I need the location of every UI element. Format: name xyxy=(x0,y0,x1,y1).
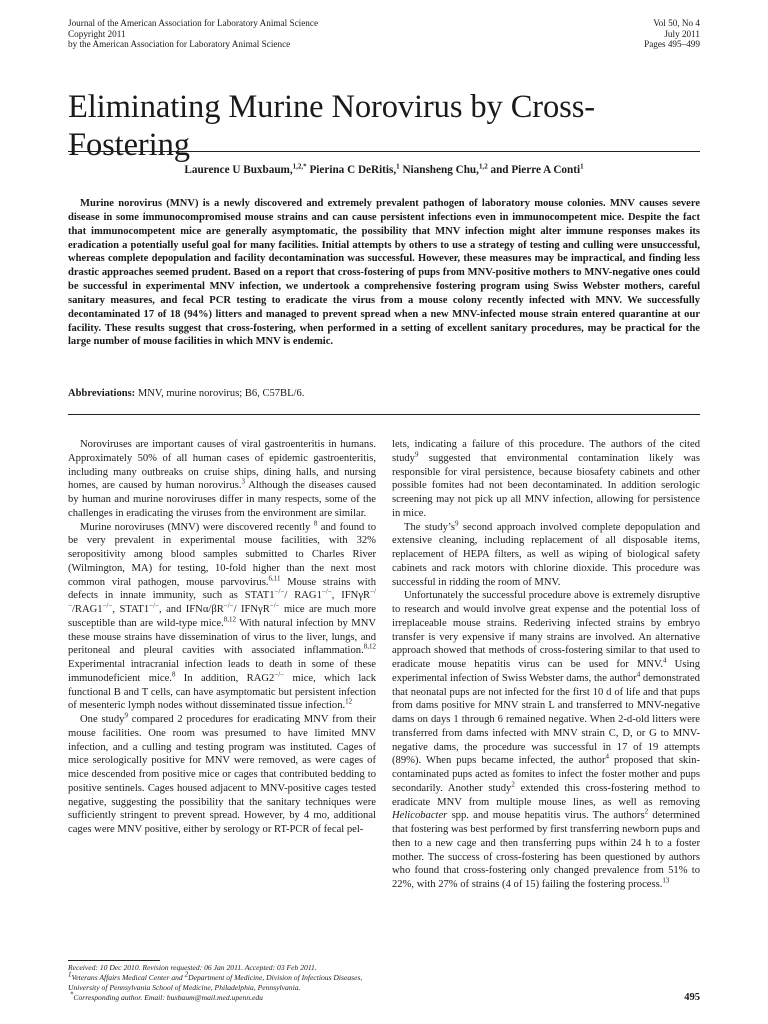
citation-mark: 2 xyxy=(511,780,515,789)
citation-mark: 12 xyxy=(345,697,353,706)
article-title: Eliminating Murine Norovirus by Cross-Fostering xyxy=(68,89,595,163)
title-rule xyxy=(68,151,700,152)
author-affiliation-mark: 1,2,* xyxy=(292,162,307,171)
text-run: proposed that skin-contaminated pups acted as fomites to infect the foster mother and pups secondarily. Another study xyxy=(392,755,701,794)
citation-mark: 6,11 xyxy=(268,573,281,582)
citation-mark: −/− xyxy=(223,601,234,610)
citation-mark: 8,12 xyxy=(223,615,236,624)
text-run: , STAT1 xyxy=(112,604,150,615)
text-run: The study’s xyxy=(404,521,455,533)
citation-mark: 9 xyxy=(414,450,419,459)
author-name: and Pierre A Conti xyxy=(490,164,581,176)
received-dates: Received: 10 Dec 2010. Revision requested: 06 Jan 2011. Accepted: 03 Feb 2011. xyxy=(68,963,317,972)
page-range: Pages 495–499 xyxy=(644,39,700,50)
text-run: second approach involved complete depopulation and extensive cleaning, including replacement of all disposable items, replacement of HEPA filters, as well as wiping of biological safety cabinets and rack motors with chlorine dioxide. This procedure was successful in ridding the room of MNV. xyxy=(392,521,701,588)
citation-mark: −/− xyxy=(102,601,113,610)
citation-mark: −/− xyxy=(149,601,160,610)
citation-mark: 9 xyxy=(124,711,128,720)
text-run: Unfortunately the successful procedure above is extremely disruptive to research and would involve great expense and the potential loss of irreplaceable mouse strains. Rederiving infected strains by embryo transfer is very expensive if many strains are involved. An alternative approach showed that methods of cross-fostering similar to that used to eradicate mouse hepatitis virus can be used for MNV. xyxy=(392,590,700,670)
publisher-line: by the American Association for Laboratory Animal Science xyxy=(68,39,291,50)
text-run: spp. and mouse hepatitis virus. The authors xyxy=(447,810,645,822)
text-run: mice, which lack functional B and T cells, can have asymptomatic but persistent infection of mesenteric lymph nodes without disseminated tissue infection. xyxy=(68,672,376,712)
citation-mark: 9 xyxy=(454,518,459,527)
citation-mark: −/− xyxy=(274,587,285,596)
text-run: demonstrated that neonatal pups are not infected for the first 10 d of life and that pups from dams positive for MNV strain L and transferred to MNV-negative dams on days 1 through 6 remained negative. When 2-d-old litters were transferred from dams infected with MNV strain C, D, or G to MNV-negative dams, the procedure was successful in 17 of 19 attempts (89%). When pups became infected, the author xyxy=(392,672,700,767)
text-run: One study xyxy=(80,714,125,725)
text-run: / RAG1 xyxy=(284,590,322,602)
citation-mark: 4 xyxy=(636,670,641,679)
citation-mark: −/− xyxy=(269,601,280,610)
citation-mark: 2 xyxy=(644,807,649,816)
text-run: Using experimental infection of Swiss Webster dams, the author xyxy=(392,659,700,684)
body-paragraph xyxy=(68,713,376,837)
text-run: Experimental intracranial infection leads to death in some of these immunodeficient mice. xyxy=(68,659,376,684)
citation-mark: 8,12 xyxy=(363,642,376,651)
citation-mark: −/− xyxy=(321,587,332,596)
abbreviations-label: Abbreviations: xyxy=(68,388,136,399)
citation-mark: 4 xyxy=(605,752,610,761)
text-run: Mouse strains with defects in innate immunity, such as STAT1 xyxy=(68,576,376,602)
abbreviations-text: MNV, murine norovirus; B6, C57BL/6. xyxy=(137,388,305,399)
citation-mark: −/− xyxy=(68,587,376,610)
citation-mark: 13 xyxy=(662,876,670,885)
volume-info xyxy=(644,18,700,50)
page-number: 495 xyxy=(684,992,700,1003)
text-run: and found to be very prevalent in experimental mouse facilities, with 32% seropositivity among blood samples submitted to Charles River (Wilmington, MA) for testing, 10-fold higher than the next most common viral pathogen, mouse parvovirus. xyxy=(68,521,376,588)
author-affiliation-mark: 1,2 xyxy=(478,162,488,171)
footnotes xyxy=(68,963,376,1003)
text-run: extended this cross-fostering method to eradicate MNV from multiple mouse lines, as well as removing xyxy=(392,782,700,808)
text-run: Noroviruses are important causes of viral gastroenteritis in humans. Approximately 50% of all human cases of epidemic gastroenteritis, including many outbreaks on cruise ships, dining halls, and nursing homes, are caused by human norovirus. xyxy=(68,439,376,492)
footnote-rule xyxy=(68,960,160,961)
text-run: , IFNγR xyxy=(331,590,371,602)
journal-header xyxy=(68,18,318,50)
volume-issue: Vol 50, No 4 xyxy=(653,18,700,28)
body-paragraph xyxy=(392,518,701,590)
author-affiliation-mark: 1 xyxy=(396,162,400,171)
body-paragraph xyxy=(68,518,376,714)
citation-mark: 4 xyxy=(662,656,667,665)
author-name: Pierina C DeRitis, xyxy=(309,164,397,176)
journal-name: Journal of the American Association for Laboratory Animal Science xyxy=(68,18,319,28)
text-run: / IFNγR xyxy=(233,604,270,615)
abbreviations xyxy=(68,388,700,399)
text-run: /RAG1 xyxy=(71,604,103,615)
text-run: compared 2 procedures for eradicating MNV from their mouse facilities. One room was presumed to have limited MNV infection, and a culling and testing program was instituted. Cages of mice serologically positive for MNV were removed, as were cages of mice descended from positive mice or cages that contributed bedding to positive sentinels. Cages housed adjacent to MNV-positive cages tested negative, suggesting the possibility that the sanitary techniques were sufficiently stringent to prevent spread. However, by 4 mo, additional cages were MNV positive, either by serology or RT-PCR of fecal pel- xyxy=(68,714,376,835)
body-paragraph xyxy=(392,438,700,521)
author-name: Laurence U Buxbaum, xyxy=(184,164,293,176)
body-column-right xyxy=(392,438,700,892)
text-run: In addition, RAG2 xyxy=(175,672,275,684)
text-run: Helicobacter xyxy=(392,810,448,822)
text-run: mice are much more susceptible than are wild-type mice. xyxy=(68,604,376,629)
abstract-rule xyxy=(68,414,700,415)
text-run: Although the diseases caused by human and murine noroviruses differ in many respects, some of the challenges in eradicating the viruses from the environment are similar. xyxy=(68,480,376,519)
author-name: Niansheng Chu, xyxy=(402,164,479,176)
citation-mark: 8 xyxy=(313,518,318,527)
text-run: suggested that environmental contamination likely was responsible for viral persistence, because biosafety cabinets and other possible fomites had not been decontaminated. In addition serologic screening may not pick up all MNV infection, allowing for persistence in mice. xyxy=(392,452,700,519)
body-paragraph xyxy=(68,438,376,521)
citation-mark: −/− xyxy=(274,670,285,679)
corresponding-author: *Corresponding author. Email: buxbaum@mail.med.upenn.edu xyxy=(69,990,263,1002)
affiliations: $^1$Veterans Affairs Medical Center and $^2$Department of Medicine, Division of Infectious Diseases, University of Pennsylvania School of Medicine, Philadelphia, Pennsylvania. xyxy=(68,970,363,992)
body-paragraph xyxy=(392,589,700,892)
text-run: With natural infection by MNV these mouse strains have dissemination of virus to the liver, lungs, and peritoneal and pleural cavities with associated inflammation. xyxy=(68,617,376,657)
abstract: Murine norovirus (MNV) is a newly discovered and extremely prevalent pathogen of laboratory mouse colonies. MNV causes severe disease in some immunocompromised mouse strains and can cause persistent infections even in immunocompetent mice. Despite the fact that immunocompetent mice are generally asymptomatic, the possibility that MNV infection might alter immune responses makes its eradication a potentially useful goal for many facilities. Initial attempts by others to use a strategy of testing and culling were unsuccessful, whereas complete depopulation and facility decontamination was successful. However, these measures may be impractical, and finding less drastic approaches seemed prudent. Based on a report that cross-fostering of pups from MNV-positive mothers to MNV-negative ones could be successful in experimental MNV infection, we undertook a comprehensive fostering program using Swiss Webster mothers, careful sanitary measures, and fecal PCR testing to eradicate the virus from a mouse colony recently infected with MNV. We successfully decontaminated 17 of 18 (94%) litters and managed to prevent spread when a new MNV-infected mouse strain entered quarantine at our facility. These results suggest that cross-fostering, when performed in a setting of excellent sanitary procedures, may be practical for the large number of mouse facilities in which MNV is endemic. xyxy=(68,198,700,348)
author-affiliation-mark: 1 xyxy=(580,162,584,171)
text-run: , and IFNα/βR xyxy=(159,604,224,615)
copyright-line: Copyright 2011 xyxy=(68,28,126,39)
text-run: Murine noroviruses (MNV) were discovered recently xyxy=(80,521,314,533)
text-run: lets, indicating a failure of this procedure. The authors of the cited study xyxy=(392,439,700,464)
author-list xyxy=(68,164,700,176)
text-run: determined that fostering was best performed by first transferring newborn pups and then to a new cage and then transferring pups within 24 h to a foster mother. The success of cross-fostering has been questioned by authors who found that cross-fostering only changed prevalence from 51% to 22%, with 27% of strains (4 of 15) failing the fostering process. xyxy=(392,810,700,890)
citation-mark: 3 xyxy=(241,477,246,486)
body-column-left xyxy=(68,438,376,837)
issue-date: July 2011 xyxy=(664,28,700,39)
citation-mark: 8 xyxy=(171,670,176,679)
